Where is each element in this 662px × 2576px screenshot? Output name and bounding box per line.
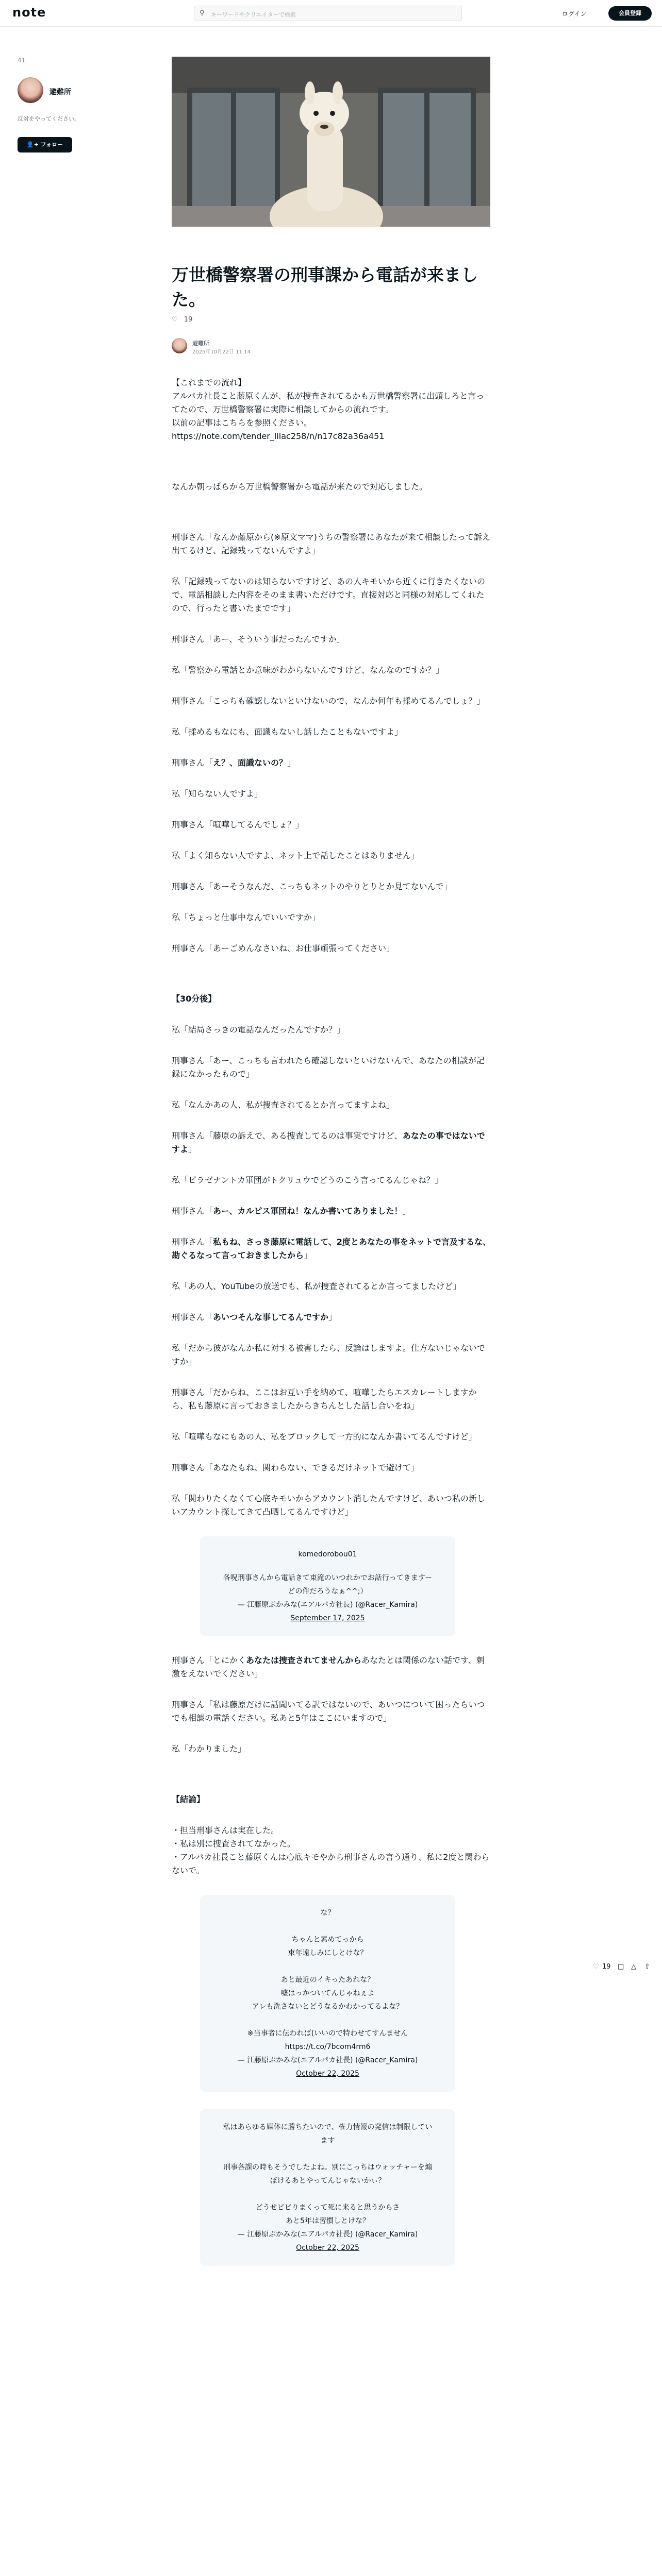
paragraph: なんか朝っぱらから万世橋警察署から電話が来たので対応しました。 [172, 482, 428, 492]
floating-action-rail [593, 1963, 655, 1975]
section-heading: 【30分後】 [172, 994, 217, 1004]
follow-button[interactable] [18, 137, 72, 152]
article-body [172, 376, 491, 2283]
avatar[interactable] [172, 338, 187, 353]
paragraph: 私「わかりました」 [172, 1744, 246, 1754]
header [0, 0, 662, 27]
paragraph: 刑事さん「私は藤原だけに話聞いてる訳ではないので、あいつについて困ったらいつでも相談の電話ください。私あと5年はここにいますので」 [172, 1700, 485, 1723]
embedded-post-date[interactable]: October 22, 2025 [296, 2244, 359, 2252]
embedded-post[interactable] [200, 1536, 455, 1636]
section-heading: 【結論】 [172, 1794, 205, 1804]
bold-phrase: あいつそんな事してるんですか [213, 1312, 329, 1322]
paragraph: 私「なんかあの人、私が捜査されてるとか言ってますよね」 [172, 1100, 395, 1110]
sidebar-author-name[interactable]: 避難所 [49, 88, 71, 96]
publish-date: 2025年10月22日 11:14 [192, 349, 251, 355]
bold-phrase: あー、カルピス軍団ね！なんか書いてありました！ [213, 1206, 403, 1216]
search-input[interactable] [194, 6, 462, 21]
previous-article-link[interactable]: https://note.com/tender_lilac258/n/n17c82a36a451 [172, 431, 385, 441]
embedded-post-text: どうせビビりまくって死に来ると思うからさ あと5年は習慣しとけな？ [255, 2204, 400, 2225]
like-count: 19 [184, 316, 193, 324]
paragraph: 私「記録残ってないのは知らないですけど、あの人キモいから近くに行きたくないので、電話相談した内容をそのまま書いただけです。直接対応と同様の対応してくれたので、行ったと書いたまでです」 [172, 577, 486, 613]
embedded-post-attribution: — 江藤原ぷかみな(エアルパカ社長) (@Racer_Kamira) [237, 1601, 418, 1609]
embedded-post-attribution: — 江藤原ぷかみな(エアルパカ社長) (@Racer_Kamira) [237, 2230, 418, 2239]
embedded-post[interactable] [200, 1895, 455, 2092]
page-title: 万世橋警察署の刑事課から電話が来ました。 [172, 265, 478, 310]
paragraph: 私「結局さっきの電話なんだったんですか？」 [172, 1025, 345, 1035]
title-like-row [172, 316, 196, 324]
heart-icon[interactable]: ♡ [172, 316, 178, 324]
bookmark-icon[interactable]: △ [631, 1963, 636, 1971]
embedded-post-date[interactable]: September 17, 2025 [290, 1614, 365, 1622]
embedded-post-date[interactable]: October 22, 2025 [296, 2070, 359, 2078]
rail-like-count: 19 [602, 1963, 611, 1971]
signup-button[interactable]: 会員登録 [608, 6, 652, 21]
sidebar-count: 41 [18, 57, 26, 64]
bold-phrase: あなたは捜査されてませんから [246, 1655, 362, 1665]
paragraph: 私「ピラゼナントカ軍団がトクリュウでどうのこう言ってるんじゃね？」 [172, 1175, 443, 1185]
search-placeholder: キーワードやクリエイターで検索 [211, 11, 296, 18]
paragraph: 私「ちょっと仕事中なんでいいですか」 [172, 912, 321, 922]
comment-icon[interactable]: □ [618, 1963, 624, 1971]
paragraph: 刑事さん「藤原の訴えで、ある捜査してるのは事実ですけど、あなたの事ではないですよ」 [172, 1131, 485, 1154]
heart-icon[interactable]: ♡ [593, 1963, 599, 1971]
embedded-post-text: 刑事各課の時もそうでしたよね。別にこっちはウォッチャーを煽ぼけるあとやってんじゃないかぃ？ [223, 2163, 432, 2185]
paragraph: 刑事さん「だからね、ここはお互い手を納めて、喧嘩したらエスカレートしますから、私も藤原に言っておきましたからきちんとした話し合いをね」 [172, 1387, 477, 1411]
article-author[interactable] [172, 336, 378, 357]
paragraph: 刑事さん「こっちも確認しないといけないので、なんか何年も揉めてるんでしょ？」 [172, 696, 485, 706]
embedded-post-text: あと最近のイキったあれな？ 嘘はっかついてんじゃねぇよ アレも洗さないとどうなるかわかってるよな？ [252, 1976, 404, 2011]
embedded-post-text: な？ [320, 1909, 335, 1917]
embedded-post-text: どの件だろうなぁ^^;） [288, 1587, 368, 1596]
paragraph: 刑事さん「あー、そういう事だったんですか」 [172, 634, 345, 644]
paragraph: 私「喧嘩もなにもあの人、私をブロックして一方的になんか書いてるんですけど」 [172, 1432, 477, 1442]
bold-phrase: 私もね、さっき藤原に電話して、2度とあなたの事をネットで言及するな、勘ぐるなって言っておきましたから [172, 1237, 491, 1260]
embedded-post-text: ちゃんと素めてっから 束年遠しみにしとけな？ [288, 1936, 368, 1957]
paragraph: 私「あの人、YouTubeの放送でも、私が捜査されてるとか言ってましたけど」 [172, 1281, 461, 1291]
bold-phrase: あなたの事ではないですよ [172, 1131, 485, 1154]
bold-phrase: え？、面識ないの？ [213, 758, 288, 768]
embedded-post-text: 私はあらゆる媒体に勝ちたいので、権力情報の発信は制限しています [223, 2123, 433, 2145]
avatar[interactable] [18, 77, 43, 103]
paragraph: 刑事さん「あなたもね、関わらない、できるだけネットで避けて」 [172, 1463, 420, 1472]
paragraph: 私「知らない人ですよ」 [172, 789, 263, 799]
conclusion-list: ・担当刑事さんは実在した。 ・私は別に捜査されてなかった。 ・アルパカ社長こと藤原くんは心底キモやから刑事さんの言う通り、私に2度と関わらないで。 [172, 1825, 490, 1875]
share-icon[interactable]: ⇧ [644, 1963, 650, 1971]
intro-paragraph: 【これまでの流れ】 アルパカ社長こと藤原くんが、私が捜査されてるかも万世橋警察署に出頭しろと言ってたので、万世橋警察署に実際に相談してからの流れです。 以前の記事はこちらを参照ください。 https://note.com/tender_lilac258/n/n17c82a36a451 [172, 378, 485, 441]
paragraph: 私「だから彼がなんか私に対する被害したら、反論はしますよ。仕方ないじゃないですか」 [172, 1343, 486, 1366]
paragraph: 私「揉めるもなにも、面識もないし話したこともないですよ」 [172, 727, 403, 737]
paragraph: 私「警察から電話とか意味がわからないんですけど、なんなのですか？」 [172, 665, 444, 675]
embedded-post[interactable] [200, 2109, 455, 2266]
paragraph: 刑事さん「あー、カルピス軍団ね！なんか書いてありました！」 [172, 1206, 411, 1216]
embedded-post-text: ※当事者に伝われば(いいので特わせてすんませんhttps://t.co/7bcom4rm6 [247, 2029, 408, 2051]
login-link[interactable]: ログイン [562, 10, 587, 18]
add-user-icon: 👤+ [26, 141, 39, 148]
paragraph: 私「関わりたくなくて心底キモいからアカウント消したんですけど、あいつ私の新しいアカウント探してきて凸晒してるんですけど」 [172, 1494, 485, 1517]
paragraph: 刑事さん「喧嘩してるんでしょ？」 [172, 820, 304, 829]
sidebar-bio: 反対をやってください。 [18, 115, 80, 122]
paragraph: 私「よく知らない人ですよ、ネット上で話したことはありません」 [172, 851, 420, 860]
embedded-post-title: komedorobou01 [298, 1550, 357, 1558]
paragraph: 刑事さん「え？、面識ないの？」 [172, 758, 296, 768]
paragraph: 刑事さん「あー、こっちも言われたら確認しないといけないんで、あなたの相談が記録になかったもので」 [172, 1056, 485, 1079]
note-logo[interactable]: note [12, 5, 46, 20]
hero-image [172, 57, 490, 227]
author-name[interactable]: 避難所 [192, 340, 209, 347]
embedded-post-attribution: — 江藤原ぷかみな(エアルパカ社長) (@Racer_Kamira) [237, 2056, 418, 2064]
follow-label: フォロー [40, 141, 63, 148]
paragraph: 刑事さん「なんか藤原から(※原文ママ)うちの警察署にあなたが来て相談したって訴え出てるけど、記録残ってないんですよ」 [172, 532, 490, 555]
paragraph: 刑事さん「私もね、さっき藤原に電話して、2度とあなたの事をネットで言及するな、勘ぐるなって言っておきましたから」 [172, 1237, 491, 1260]
embedded-post-text: 各呪刑事さんから電話きて東滝のいつれかでお話行ってきますー [223, 1574, 433, 1582]
search-icon: ⚲ [200, 9, 205, 17]
paragraph: 刑事さん「あーそうなんだ、こっちもネットのやりとりとか見てないんで」 [172, 882, 452, 891]
paragraph: 刑事さん「あいつそんな事してるんですか」 [172, 1312, 337, 1322]
paragraph: 刑事さん「とにかくあなたは捜査されてませんからあなたとは関係のない話です、刺激をえないでください」 [172, 1655, 485, 1679]
paragraph: 刑事さん「あーごめんなさいね、お仕事頑張ってください」 [172, 943, 395, 953]
